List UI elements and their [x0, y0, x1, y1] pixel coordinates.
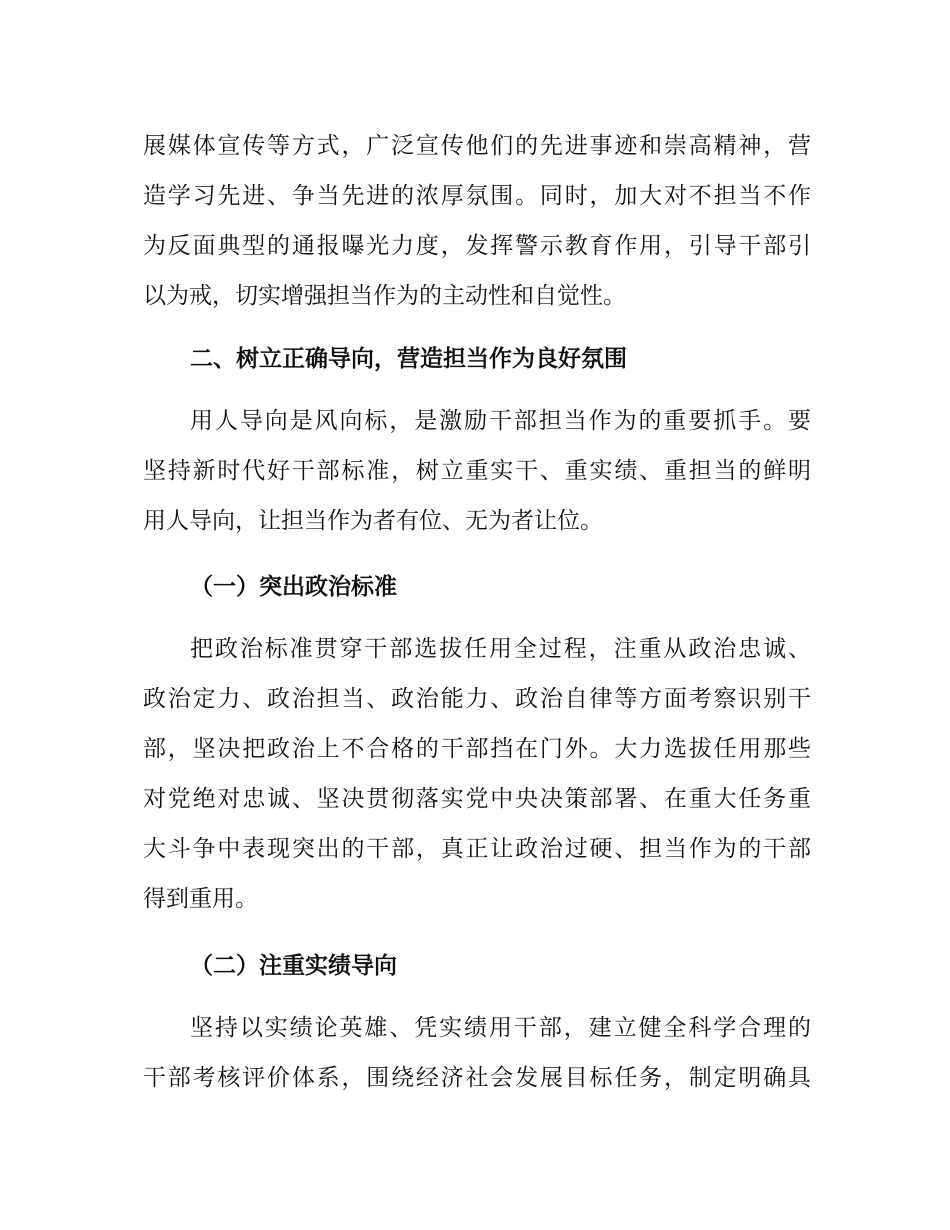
subsection-heading-text: （一）突出政治标准 — [190, 574, 397, 600]
paragraph-line: 为反面典型的通报曝光力度，发挥警示教育作用，引导干部引 — [143, 233, 811, 259]
paragraph-continuation — [143, 127, 811, 315]
paragraph-line: 造学习先进、争当先进的浓厚氛围。同时，加大对不担当不作 — [143, 183, 811, 209]
paragraph-line: 干部考核评价体系，围绕经济社会发展目标任务，制定明确具 — [143, 1065, 811, 1091]
paragraph-intro — [143, 402, 811, 540]
paragraph-line: 把政治标准贯穿干部选拔任用全过程，注重从政治忠诚、 — [190, 636, 811, 662]
paragraph-line: 坚持以实绩论英雄、凭实绩用干部，建立健全科学合理的 — [190, 1015, 811, 1041]
subsection-heading-text: （二）注重实绩导向 — [190, 953, 397, 979]
paragraph-performance — [143, 1009, 811, 1097]
paragraph-line: 坚持新时代好干部标准，树立重实干、重实绩、重担当的鲜明 — [143, 458, 811, 484]
paragraph-line: 政治定力、政治担当、政治能力、政治自律等方面考察识别干 — [143, 686, 811, 712]
paragraph-line: 得到重用。 — [143, 886, 258, 912]
section-heading-text: 二、树立正确导向，营造担当作为良好氛围 — [190, 346, 627, 372]
paragraph-line: 部，坚决把政治上不合格的干部挡在门外。大力选拔任用那些 — [143, 736, 811, 762]
paragraph-line: 以为戒，切实增强担当作为的主动性和自觉性。 — [143, 283, 626, 309]
paragraph-line: 用人导向，让担当作为者有位、无为者让位。 — [143, 508, 603, 534]
section-heading — [190, 340, 858, 378]
paragraph-line: 用人导向是风向标，是激励干部担当作为的重要抓手。要 — [190, 408, 811, 434]
paragraph-line: 大斗争中表现突出的干部，真正让政治过硬、担当作为的干部 — [143, 836, 811, 862]
paragraph-political-standard — [143, 630, 811, 918]
paragraph-line: 展媒体宣传等方式，广泛宣传他们的先进事迹和崇高精神，营 — [143, 133, 811, 159]
subsection-heading-1 — [190, 568, 858, 606]
paragraph-line: 对党绝对忠诚、坚决贯彻落实党中央决策部署、在重大任务重 — [143, 786, 811, 812]
subsection-heading-2 — [190, 947, 858, 985]
